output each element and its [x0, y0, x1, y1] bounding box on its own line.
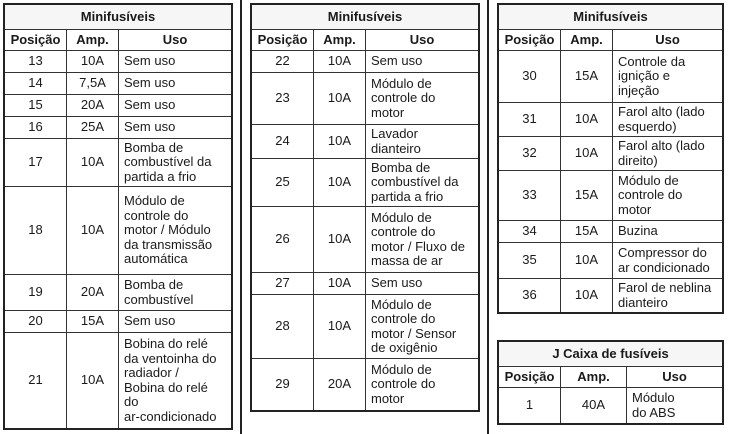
column-divider — [240, 0, 242, 434]
column-divider — [487, 0, 489, 434]
column-header-amp: Amp. — [67, 30, 119, 51]
cell-amp: 15A — [561, 171, 613, 221]
cell-uso: Módulo de controle do motor — [366, 359, 479, 411]
cell-amp: 10A — [314, 273, 366, 295]
table-row — [5, 275, 232, 311]
cell-uso: Sem uso — [119, 95, 232, 117]
table-row — [252, 295, 479, 359]
cell-posicao: 20 — [5, 311, 67, 333]
cell-posicao: 36 — [499, 279, 561, 313]
cell-uso: Buzina — [613, 221, 723, 243]
table-row — [252, 159, 479, 207]
column-header-uso: Uso — [366, 30, 479, 51]
cell-uso: Farol alto (lado direito) — [613, 137, 723, 171]
cell-uso: Módulo de controle do motor / Módulo da transmissão automática — [119, 187, 232, 275]
table-row — [252, 73, 479, 125]
column-header-uso: Uso — [613, 30, 723, 51]
cell-posicao: 13 — [5, 51, 67, 73]
cell-uso: Bomba de combustível da partida a frio — [119, 139, 232, 187]
cell-uso: Bomba de combustível — [119, 275, 232, 311]
cell-uso: Bobina do relé da ventoinha do radiador / Bobina do relé do ar-condicionado — [119, 333, 232, 429]
table-row — [499, 388, 723, 424]
cell-posicao: 31 — [499, 103, 561, 137]
cell-posicao: 1 — [499, 388, 561, 424]
table-row — [252, 273, 479, 295]
fuse-table-1 — [4, 4, 232, 429]
cell-uso: Compressor do ar condicionado — [613, 243, 723, 279]
column-header-posicao: Posição — [252, 30, 314, 51]
cell-posicao: 26 — [252, 207, 314, 273]
cell-amp: 20A — [314, 359, 366, 411]
table-row — [499, 103, 723, 137]
column-header-amp: Amp. — [561, 30, 613, 51]
table-row — [499, 221, 723, 243]
fuse-table-3 — [498, 4, 723, 313]
table-title: Minifusíveis — [252, 5, 479, 30]
column-header-uso: Uso — [119, 30, 232, 51]
table-row — [499, 243, 723, 279]
cell-amp: 10A — [314, 207, 366, 273]
table-title: J Caixa de fusíveis — [499, 342, 723, 367]
cell-amp: 20A — [67, 95, 119, 117]
table-row — [5, 117, 232, 139]
cell-posicao: 27 — [252, 273, 314, 295]
cell-amp: 15A — [67, 311, 119, 333]
cell-amp: 10A — [561, 103, 613, 137]
cell-posicao: 14 — [5, 73, 67, 95]
cell-uso: Módulo de controle do motor / Fluxo de massa de ar — [366, 207, 479, 273]
cell-amp: 10A — [67, 51, 119, 73]
cell-amp: 10A — [314, 159, 366, 207]
table-row — [5, 311, 232, 333]
cell-amp: 10A — [67, 139, 119, 187]
cell-posicao: 28 — [252, 295, 314, 359]
cell-uso: Módulo de controle do motor — [366, 73, 479, 125]
cell-posicao: 25 — [252, 159, 314, 207]
cell-amp: 40A — [561, 388, 627, 424]
table-row — [499, 51, 723, 103]
column-header-uso: Uso — [627, 367, 723, 388]
cell-uso: Módulo do ABS — [627, 388, 723, 424]
cell-posicao: 35 — [499, 243, 561, 279]
fuse-table-2 — [251, 4, 479, 411]
cell-amp: 7,5A — [67, 73, 119, 95]
cell-uso: Controle da ignição e injeção — [613, 51, 723, 103]
table-row — [5, 333, 232, 429]
cell-posicao: 24 — [252, 125, 314, 159]
cell-uso: Bomba de combustível da partida a frio — [366, 159, 479, 207]
table-row — [499, 171, 723, 221]
cell-amp: 15A — [561, 221, 613, 243]
cell-uso: Sem uso — [119, 117, 232, 139]
table-row — [5, 139, 232, 187]
cell-uso: Sem uso — [366, 51, 479, 73]
column-header-amp: Amp. — [314, 30, 366, 51]
column-header-amp: Amp. — [561, 367, 627, 388]
cell-amp: 15A — [561, 51, 613, 103]
cell-posicao: 16 — [5, 117, 67, 139]
cell-uso: Sem uso — [119, 73, 232, 95]
cell-uso: Módulo de controle do motor / Sensor de oxigênio — [366, 295, 479, 359]
cell-uso: Farol de neblina dianteiro — [613, 279, 723, 313]
cell-amp: 10A — [314, 295, 366, 359]
table-row — [252, 359, 479, 411]
cell-amp: 10A — [314, 73, 366, 125]
table-row — [252, 125, 479, 159]
cell-amp: 10A — [67, 187, 119, 275]
cell-uso: Sem uso — [366, 273, 479, 295]
table-title: Minifusíveis — [499, 5, 723, 30]
cell-amp: 10A — [314, 51, 366, 73]
cell-posicao: 33 — [499, 171, 561, 221]
table-title: Minifusíveis — [5, 5, 232, 30]
table-row — [499, 137, 723, 171]
column-header-posicao: Posição — [499, 30, 561, 51]
column-header-posicao: Posição — [5, 30, 67, 51]
cell-amp: 10A — [67, 333, 119, 429]
cell-posicao: 18 — [5, 187, 67, 275]
table-row — [252, 51, 479, 73]
cell-uso: Farol alto (lado esquerdo) — [613, 103, 723, 137]
cell-posicao: 22 — [252, 51, 314, 73]
table-row — [5, 73, 232, 95]
cell-posicao: 21 — [5, 333, 67, 429]
cell-uso: Sem uso — [119, 51, 232, 73]
column-header-posicao: Posição — [499, 367, 561, 388]
cell-amp: 10A — [561, 243, 613, 279]
table-row — [5, 95, 232, 117]
table-row — [499, 279, 723, 313]
cell-posicao: 23 — [252, 73, 314, 125]
table-row — [5, 51, 232, 73]
cell-uso: Lavador dianteiro — [366, 125, 479, 159]
cell-posicao: 34 — [499, 221, 561, 243]
cell-uso: Módulo de controle do motor — [613, 171, 723, 221]
cell-amp: 20A — [67, 275, 119, 311]
cell-posicao: 29 — [252, 359, 314, 411]
cell-posicao: 17 — [5, 139, 67, 187]
fuse-box-j-table — [498, 341, 723, 424]
cell-posicao: 32 — [499, 137, 561, 171]
cell-amp: 10A — [314, 125, 366, 159]
cell-uso: Sem uso — [119, 311, 232, 333]
cell-posicao: 30 — [499, 51, 561, 103]
cell-posicao: 19 — [5, 275, 67, 311]
cell-posicao: 15 — [5, 95, 67, 117]
cell-amp: 10A — [561, 279, 613, 313]
table-row — [252, 207, 479, 273]
cell-amp: 10A — [561, 137, 613, 171]
table-row — [5, 187, 232, 275]
cell-amp: 25A — [67, 117, 119, 139]
